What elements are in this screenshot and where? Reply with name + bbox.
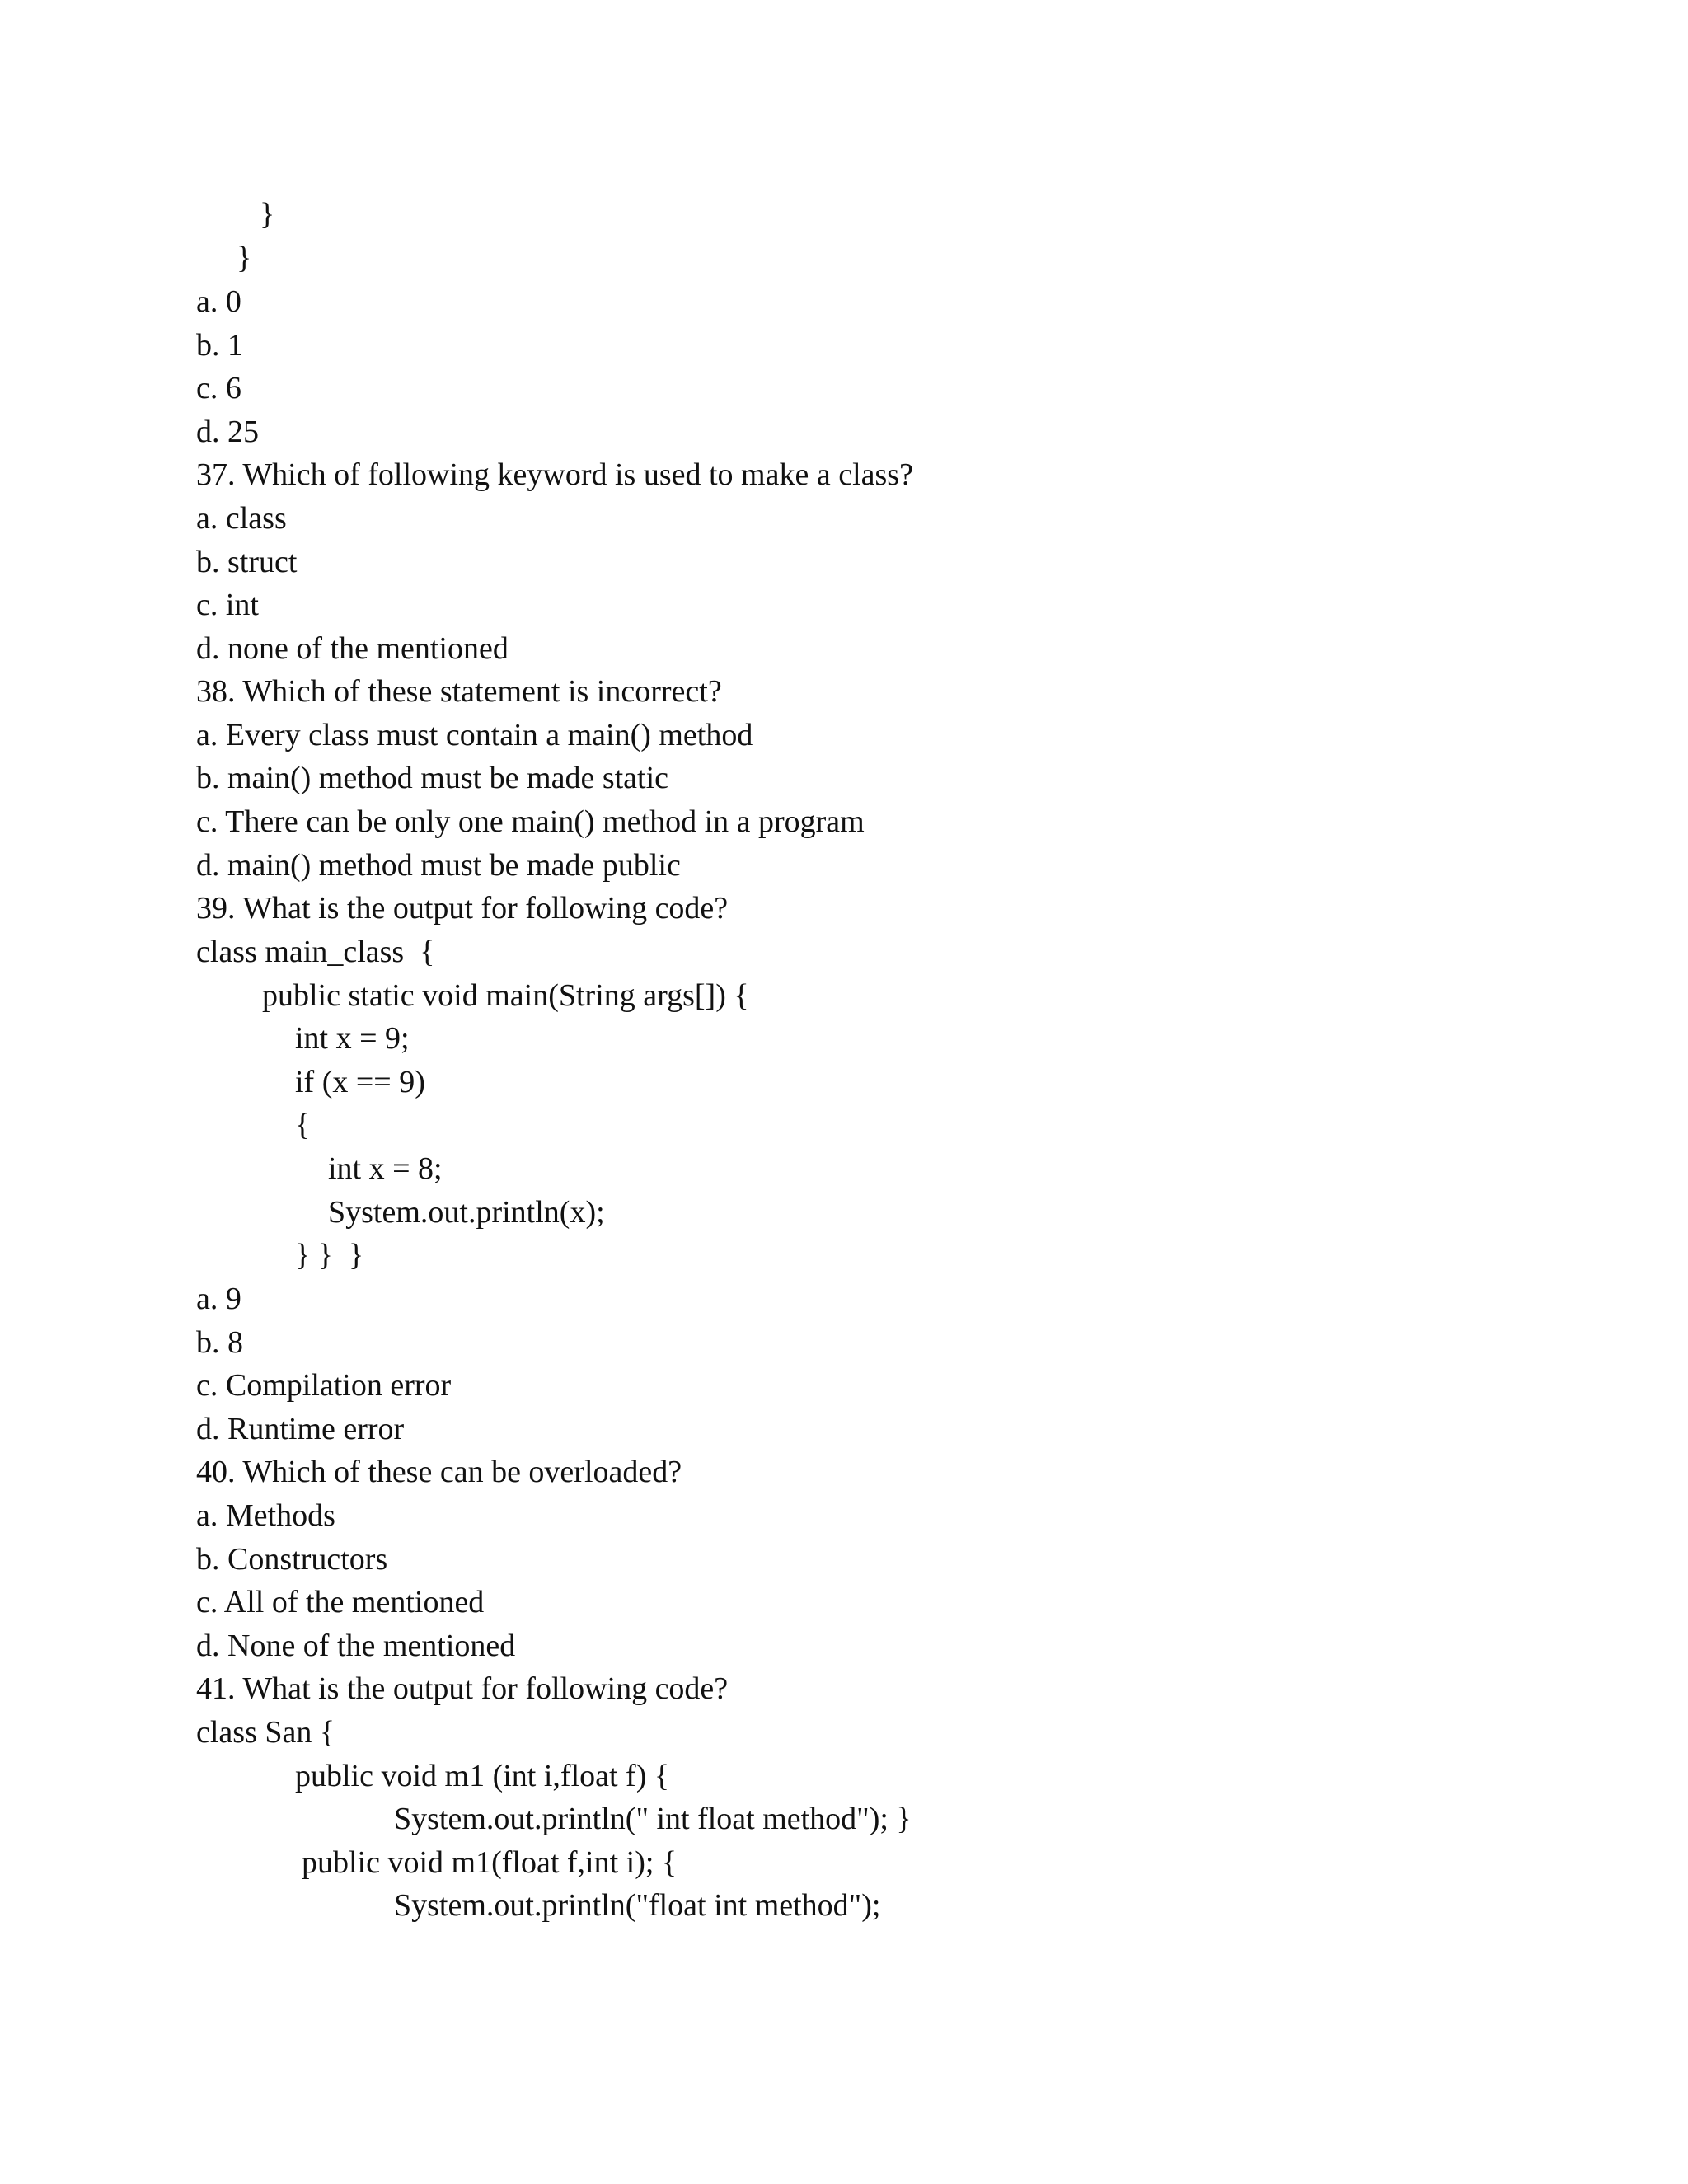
code-closing-brace-inner: }	[260, 197, 275, 232]
q41-question: 41. What is the output for following code?	[196, 1671, 729, 1706]
q40-option-c: c. All of the mentioned	[196, 1585, 485, 1619]
q37-question: 37. Which of following keyword is used to make a class?	[196, 457, 913, 492]
q39-code-main: public static void main(String args[]) {	[262, 978, 749, 1013]
q39-code-int-x-inner: int x = 8;	[328, 1151, 443, 1186]
q36-option-c: c. 6	[196, 371, 241, 405]
q39-option-a: a. 9	[196, 1282, 241, 1316]
q37-option-c: c. int	[196, 588, 259, 622]
q39-code-int-x: int x = 9;	[295, 1021, 410, 1056]
q38-option-d: d. main() method must be made public	[196, 848, 681, 883]
q36-option-b: b. 1	[196, 328, 243, 363]
q38-option-b: b. main() method must be made static	[196, 761, 669, 795]
q39-code-close-braces: } } }	[295, 1238, 364, 1272]
q41-code-println-float-int: System.out.println("float int method");	[394, 1888, 881, 1923]
q37-option-b: b. struct	[196, 545, 298, 579]
q41-code-m1-int-float: public void m1 (int i,float f) {	[295, 1759, 670, 1793]
q39-option-b: b. 8	[196, 1325, 243, 1360]
q36-option-a: a. 0	[196, 284, 241, 319]
q39-option-c: c. Compilation error	[196, 1368, 452, 1403]
q39-code-println: System.out.println(x);	[328, 1195, 605, 1230]
q41-code-println-int-float: System.out.println(" int float method"); }	[394, 1802, 912, 1836]
q41-code-class: class San {	[196, 1715, 335, 1750]
q40-option-d: d. None of the mentioned	[196, 1629, 516, 1663]
q39-question: 39. What is the output for following code?	[196, 891, 729, 926]
q39-option-d: d. Runtime error	[196, 1412, 405, 1446]
code-closing-brace-outer: }	[237, 241, 252, 275]
q40-option-b: b. Constructors	[196, 1542, 388, 1577]
q40-question: 40. Which of these can be overloaded?	[196, 1455, 682, 1489]
q38-option-c: c. There can be only one main() method in a program	[196, 804, 865, 839]
q39-code-if: if (x == 9)	[295, 1065, 425, 1099]
q38-question: 38. Which of these statement is incorrect?	[196, 674, 722, 709]
q37-option-d: d. none of the mentioned	[196, 631, 509, 666]
q36-option-d: d. 25	[196, 415, 259, 449]
q41-code-m1-float-int: public void m1(float f,int i); {	[302, 1845, 678, 1880]
q38-option-a: a. Every class must contain a main() method	[196, 718, 753, 752]
q40-option-a: a. Methods	[196, 1498, 335, 1533]
q37-option-a: a. class	[196, 501, 287, 536]
q39-code-class: class main_class {	[196, 935, 435, 969]
q39-code-open-brace: {	[295, 1108, 311, 1142]
